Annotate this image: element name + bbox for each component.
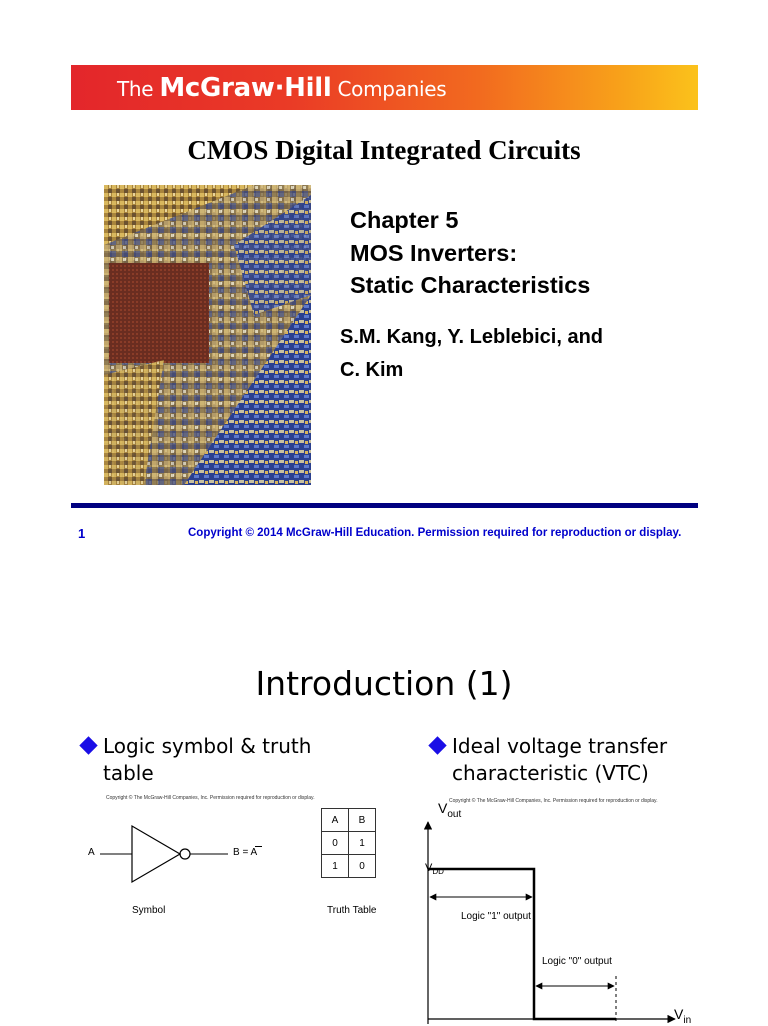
book-title: CMOS Digital Integrated Circuits (187, 135, 581, 165)
vdd-subscript: DD (432, 867, 444, 877)
table-cell: 1 (322, 855, 349, 878)
bullet-left-line-1: Logic symbol & truth (103, 734, 312, 758)
slide-number: 1 (78, 526, 86, 541)
table-header-cell: B (349, 809, 376, 832)
footer-rule (71, 503, 698, 508)
table-row (322, 832, 376, 855)
table-cell: 0 (322, 832, 349, 855)
vtc-curve (428, 869, 616, 1019)
authors-line-1: S.M. Kang, Y. Leblebici, and (340, 326, 604, 348)
vdd-symbol: V (425, 862, 433, 874)
table-header-row (322, 809, 376, 832)
table-cell: 0 (349, 855, 376, 878)
authors-line-2: C. Kim (340, 359, 404, 381)
vtc-plot (420, 800, 680, 1024)
bullet-left-line-2: table (103, 761, 154, 785)
table-cell: 1 (349, 832, 376, 855)
symbol-caption: Symbol (132, 905, 166, 916)
inverter-input-label: A (88, 847, 95, 858)
x-axis-subscript: in (683, 1014, 692, 1026)
output-overbar (255, 846, 262, 847)
figure-copyright-left: Copyright © The McGraw-Hill Companies, Inc. Permission required for reproduction or display. (106, 795, 315, 801)
bullet-right-line-2: characteristic (VTC) (452, 761, 649, 785)
chapter-line-1: Chapter 5 (350, 207, 459, 233)
y-axis-symbol: V (438, 800, 448, 816)
figure-copyright-right: Copyright © The McGraw-Hill Companies, Inc. Permission required for reproduction or display. (449, 798, 658, 804)
bullet-diamond-icon (79, 736, 97, 754)
banner-brand: McGraw·Hill (159, 73, 332, 103)
bullet-diamond-icon (428, 736, 446, 754)
truth-table-caption: Truth Table (327, 905, 377, 916)
table-row (322, 855, 376, 878)
banner-logo-text (117, 73, 446, 103)
bullet-right-line-1: Ideal voltage transfer (452, 734, 668, 758)
banner-prefix: The (117, 77, 160, 101)
mcgraw-hill-banner (71, 65, 698, 110)
copyright-notice: Copyright © 2014 McGraw-Hill Education. Permission required for reproduction or display. (188, 527, 682, 539)
logic1-label: Logic "1" output (461, 911, 531, 922)
chip-die-photo (104, 185, 311, 485)
table-header-cell: A (322, 809, 349, 832)
slide-title: Introduction (1) (255, 664, 513, 703)
logic0-label: Logic "0" output (542, 956, 612, 967)
chapter-line-2: MOS Inverters: (350, 240, 518, 266)
inverter-output-label: B = A (233, 847, 258, 858)
banner-suffix: Companies (331, 77, 447, 101)
x-axis-symbol: V (674, 1006, 684, 1022)
chapter-line-3: Static Characteristics (350, 272, 591, 298)
truth-table (321, 808, 376, 878)
inverter-symbol (100, 822, 230, 886)
y-axis-subscript: out (447, 808, 462, 820)
